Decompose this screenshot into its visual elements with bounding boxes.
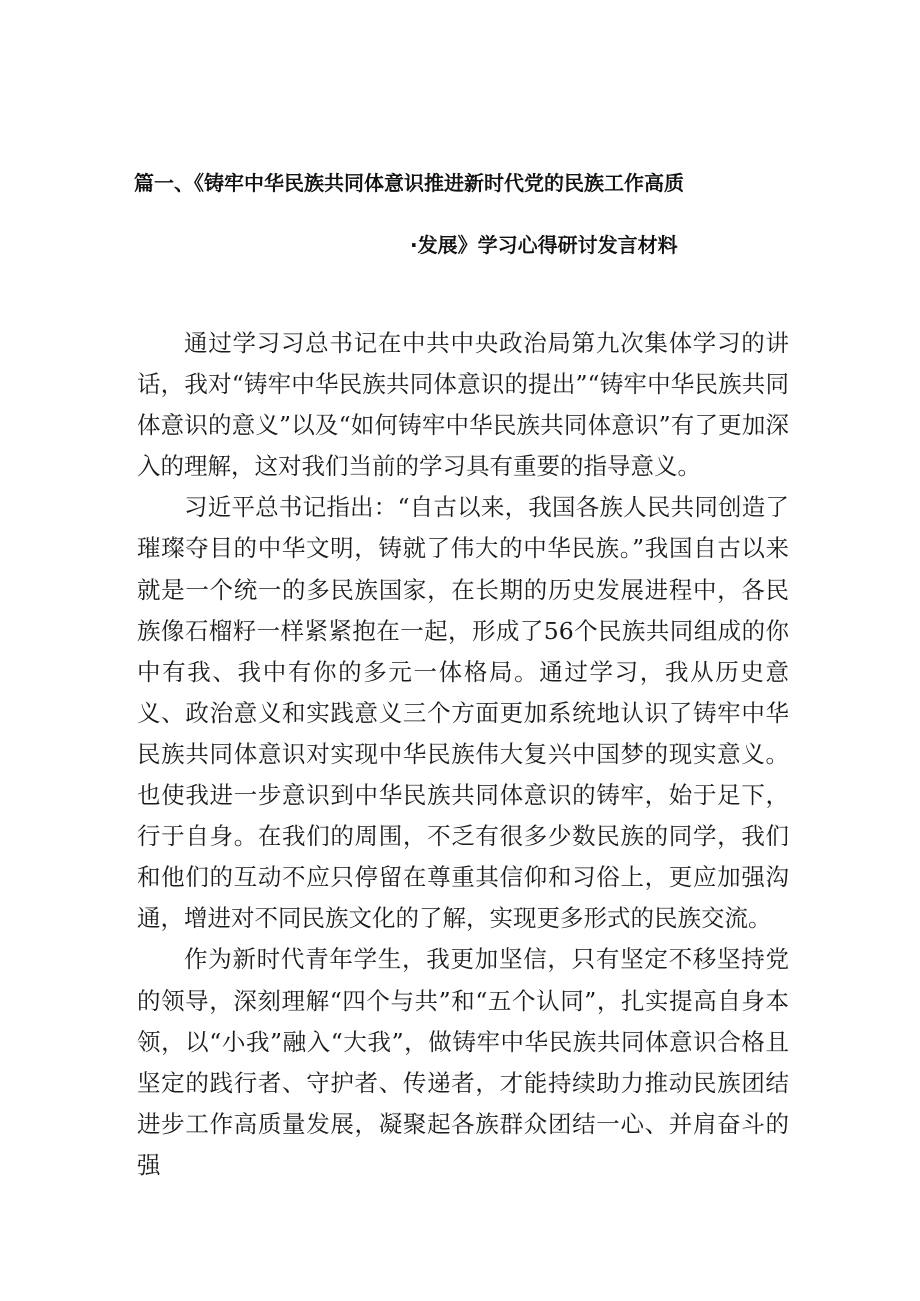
- document-title-line-1: 篇一、《铸牢中华民族共同体意识推进新时代党的民族工作高质: [134, 171, 684, 195]
- body-paragraph-2: 习近平总书记指出：“自古以来，我国各族人民共同创造了璀璨夺目的中华文明，铸就了伟大的中华民族。”我国自古以来就是一个统一的多民族国家，在长期的历史发展进程中，各民族像石榴籽一样紧紧抱在一起，形成了56个民族共同组成的你中有我、我中有你的多元一体格局。通过学习，我从历史意义、政治意义和实践意义三个方面更加系统地认识了铸牢中华民族共同体意识对实现中华民族伟大复兴中国梦的现实意义。也使我进一步意识到中华民族共同体意识的铸牢，始于足下，行于自身。在我们的周围，不乏有很多少数民族的同学，我们和他们的互动不应只停留在尊重其信仰和习俗上，更应加强沟通，增进对不同民族文化的了解，实现更多形式的民族交流。: [137, 493, 789, 933]
- document-title-line-2: ·发展》学习心得研讨发言材料: [410, 233, 678, 257]
- document-body: [137, 323, 789, 1186]
- body-paragraph-1: 通过学习习总书记在中共中央政治局第九次集体学习的讲话，我对“铸牢中华民族共同体意识的提出”“铸牢中华民族共同体意识的意义”以及“如何铸牢中华民族共同体意识”有了更加深入的理解，这对我们当前的学习具有重要的指导意义。: [137, 329, 789, 481]
- body-paragraph-3: 作为新时代青年学生，我更加坚信，只有坚定不移坚持党的领导，深刻理解“四个与共”和“五个认同”，扎实提高自身本领，以“小我”融入“大我”，做铸牢中华民族共同体意识合格且坚定的践行者、守护者、传递者，才能持续助力推动民族团结进步工作高质量发展，凝聚起各族群众团结一心、并肩奋斗的强: [137, 945, 789, 1179]
